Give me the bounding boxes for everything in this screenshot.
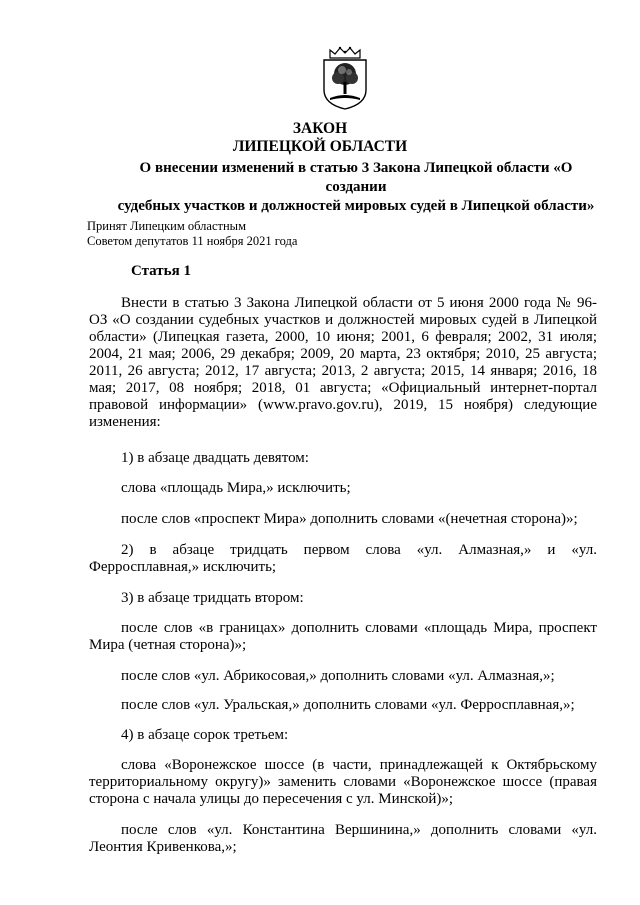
- paragraph-line: ОЗ «О создании судебных участков и должностей мировых судей в Липецкой: [89, 312, 597, 328]
- paragraph-line: 2) в абзаце тридцать первом слова «ул. Алмазная,» и «ул.: [121, 542, 597, 558]
- paragraph-line: слова «Воронежское шоссе (в части, принадлежащей к Октябрьскому: [121, 757, 597, 773]
- item-3-heading: [89, 590, 597, 607]
- paragraph-line: 2004, 21 мая; 2006, 29 декабря; 2009, 20 марта, 23 октября; 2010, 25 августа;: [89, 346, 597, 362]
- item-3-change-b: [89, 668, 597, 685]
- document-type: ЗАКОН: [292, 120, 348, 137]
- paragraph-line: 2011, 26 августа; 2012, 17 августа; 2013, 2 августа; 2015, 14 января; 2016, 18: [89, 363, 597, 379]
- paragraph-line: 1) в абзаце двадцать девятом:: [121, 450, 309, 466]
- item-1-change-a: [89, 480, 597, 497]
- paragraph-line: 3) в абзаце тридцать втором:: [121, 590, 304, 606]
- paragraph-line: Ферросплавная,» исключить;: [89, 559, 277, 575]
- paragraph-line: мая; 2017, 08 ноября; 2018, 01 августа; «Официальный интернет-портал: [89, 380, 597, 396]
- paragraph-line: после слов «ул. Абрикосовая,» дополнить словами «ул. Алмазная,»;: [121, 668, 555, 684]
- paragraph-line: 4) в абзаце сорок третьем:: [121, 727, 289, 743]
- coat-of-arms-emblem: [318, 46, 372, 110]
- item-3-change-c: [89, 697, 597, 714]
- adoption-line: Принят Липецким областным: [87, 219, 246, 233]
- adoption-note: [87, 219, 297, 249]
- paragraph-line: после слов «ул. Уральская,» дополнить словами «ул. Ферросплавная,»;: [121, 697, 575, 713]
- item-3-change-a: [89, 620, 597, 654]
- item-4-heading: [89, 727, 597, 744]
- issuing-region: ЛИПЕЦКОЙ ОБЛАСТИ: [232, 138, 408, 155]
- intro-paragraph: [89, 295, 597, 431]
- item-1-change-b: [89, 511, 597, 528]
- paragraph-line: после слов «в границах» дополнить словами «площадь Мира, проспект: [121, 620, 597, 636]
- item-2: [89, 542, 597, 576]
- subject-line: судебных участков и должностей мировых судей в Липецкой области»: [117, 198, 595, 214]
- paragraph-line: после слов «проспект Мира» дополнить словами «(нечетная сторона)»;: [121, 511, 578, 527]
- paragraph-line: Леонтия Кривенкова,»;: [89, 839, 237, 855]
- subject-line: О внесении изменений в статью 3 Закона Липецкой области «О создании: [139, 160, 573, 195]
- paragraph-line: слова «площадь Мира,» исключить;: [121, 480, 351, 496]
- paragraph-line: территориальному округу)» заменить словами «Воронежское шоссе (правая: [89, 774, 597, 790]
- adoption-line: Советом депутатов 11 ноября 2021 года: [87, 234, 298, 248]
- paragraph-line: сторона с начала улицы до пересечения с ул. Минской)»;: [89, 791, 454, 807]
- paragraph-line: изменения:: [89, 414, 161, 430]
- paragraph-line: правовой информации» (www.pravo.gov.ru), 2019, 15 ноября) следующие: [89, 397, 597, 413]
- item-4-change-a: [89, 757, 597, 808]
- item-1-heading: [89, 450, 597, 467]
- article-heading: Статья 1: [131, 263, 191, 279]
- paragraph-line: Мира (четная сторона)»;: [89, 637, 247, 653]
- paragraph-line: Внести в статью 3 Закона Липецкой области от 5 июня 2000 года № 96-: [121, 295, 597, 311]
- document-subject: [108, 159, 604, 216]
- paragraph-line: после слов «ул. Константина Вершинина,» дополнить словами «ул.: [121, 822, 597, 838]
- paragraph-line: области» (Липецкая газета, 2000, 10 июня; 2001, 6 февраля; 2002, 31 июля;: [89, 329, 597, 345]
- item-4-change-b: [89, 822, 597, 856]
